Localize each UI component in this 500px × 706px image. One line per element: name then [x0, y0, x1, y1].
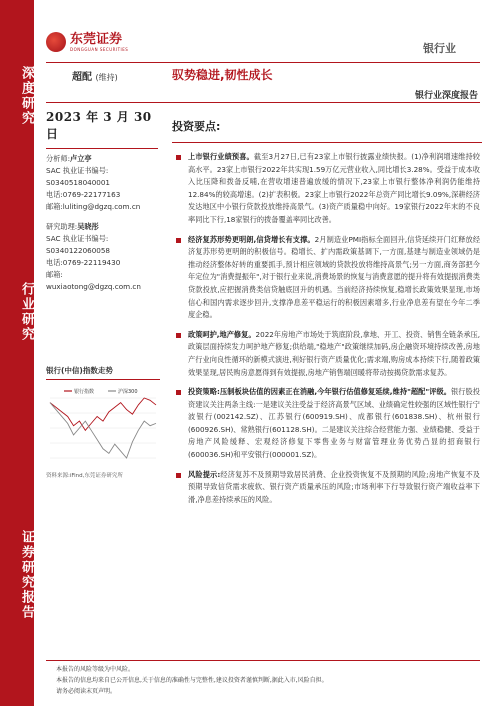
assistant-phone: 电话:0769-22119430 [46, 258, 121, 267]
bullet-property-text: 2022年房地产市场处于筑底阶段,拿地、开工、投资、销售全链条承压,政策层面持续发力呵护地产修复;供给端,"稳地产"政策继续加码,房企融资环境持续改善,房地产行业向良性循环的新模式演进,利好银行资产质量优化;需求端,购房成本持续下行,随着政策效果显现,居民购房意愿得到有效提振,房地产销售端回暖将带动按揭贷款需求复苏。 [188, 329, 481, 377]
analyst-phone: 电话:0769-22177163 [46, 190, 121, 199]
industry-label: 银行业 [423, 42, 456, 55]
assistant-email[interactable]: wuxiaotong@dgzq.com.cn [46, 282, 141, 291]
rating-sub: (维持) [95, 73, 118, 82]
chart-source: 资料来源:iFind,东莞证券研究所 [46, 473, 123, 479]
assistant-cert-number: S0340122060058 [46, 246, 111, 255]
side-label-securities-report: 证券研究报告 [19, 530, 34, 620]
bullet-economy-text: 2月制造业PMI指标全面回升,信贷延续开门红释放经济复苏形势更明朗的积极信号。稳增长、扩内需政策基调下,一方面,基建与制造业领域仍是推动经济整体好转的重要抓手,预计相应领域的贷款投放将维持高景气;另一方面,商务部把今年定位为"消费提振年",对于银行业来说,消费场景的恢复与消费意愿的提升将有效提振消费类贷款投放,应把握消费类信贷触底回升的机遇。当前经济持续恢复,稳增长政策效果显现,市场信心和国内需求逐步回升,支撑净息差平稳运行的积极因素增多,行业净息差有望在今年二季度企稳。 [188, 234, 481, 320]
bullet-risk-text: 经济复苏不及预期导致居民消费、企业投资恢复不及预期的风险;房地产恢复不及预期导致信贷需求疲软、银行资产质量承压的风险;市场利率下行导致银行资产端收益率下滑,净息差持续承压的风险。 [188, 469, 480, 504]
logo-name: 东莞证券 [70, 31, 123, 47]
legend-label-bank: 银行指数 [74, 389, 95, 395]
footer-disclaimer: 本报告的信息均来自已公开信息,关于信息的准确性与完整性,建议投资者谨慎判断,据此入市,风险自担。 [56, 677, 328, 684]
header-divider [46, 62, 480, 63]
key-points-divider [172, 142, 482, 143]
main-content [172, 118, 480, 513]
assistant-block [46, 221, 158, 293]
logo-subtitle: DONGGUAN SECURITIES [70, 46, 129, 52]
bullet-strategy-heading: 投资策略:压制板块估值的因素正在消融,今年银行估值修复延续,维持"超配"评级。 [188, 387, 452, 397]
bullet-strategy-text: 银行股投资建议关注两条主线:一是建议关注受益于经济高景气区域、业绩确定性较强的区域性银行宁波银行(002142.SZ)、江苏银行(600919.SH)、成都银行(601838.SH)、杭州银行(600926.SH)、常熟银行(601128.SH)。二是建议关注综合经营能力强、业绩稳健、受益于房地产风险缓释、宏观经济修复下零售业务与财富管理业务优势凸显的招商银行(600036.SH)和平安银行(000001.SZ)。 [188, 387, 480, 460]
bullet-property [172, 329, 480, 379]
analyst-email[interactable]: 邮箱:luliting@dgzq.com.cn [46, 202, 141, 211]
legend-label-hs300: 沪深300 [118, 389, 138, 395]
footer-divider [46, 660, 480, 661]
bullet-earnings [172, 151, 480, 227]
bullet-economy [172, 234, 480, 322]
bullet-property-heading: 政策呵护,地产修复。 [188, 329, 256, 339]
index-chart-box [46, 365, 160, 479]
bullet-economy-heading: 经济复苏形势更明朗,信贷增长有支撑。 [188, 234, 315, 244]
analyst-role: 分析师: [46, 154, 70, 163]
bullet-strategy [172, 386, 480, 462]
footer [56, 664, 476, 697]
report-title: 驭势稳进,韧性成长 [172, 68, 273, 82]
bullet-risk-heading: 风险提示: [188, 469, 221, 479]
assistant-name: 吴晓彤 [77, 222, 99, 231]
footer-read-notice: 请务必阅读末页声明。 [56, 688, 117, 695]
analyst-block [46, 153, 158, 213]
date-divider [46, 148, 158, 149]
report-date: 2023 年 3 月 30 日 [46, 110, 152, 141]
assistant-cert-label: SAC 执业证书编号: [46, 234, 109, 243]
analyst-cert-number: S0340518040001 [46, 178, 111, 187]
side-label-deep-research: 深度研究 [19, 66, 34, 126]
sidebar [46, 108, 158, 301]
bullet-earnings-heading: 上市银行业绩预喜。 [188, 152, 254, 161]
analyst-cert-label: SAC 执业证书编号: [46, 166, 109, 175]
analyst-name: 卢立亭 [70, 154, 92, 163]
side-label-industry-research: 行业研究 [19, 282, 34, 342]
report-type: 银行业深度报告 [414, 91, 478, 101]
company-logo [46, 32, 128, 52]
assistant-email-label: 邮箱: [46, 270, 63, 279]
key-points-title: 投资要点: [172, 120, 221, 133]
index-chart [46, 384, 160, 464]
title-divider [46, 102, 480, 103]
assistant-role: 研究助理: [46, 222, 78, 231]
rating-main: 超配 [72, 72, 92, 83]
logo-emblem-icon [46, 32, 66, 52]
chart-background [46, 384, 160, 464]
rating [72, 68, 118, 83]
footer-risk-level: 本报告的风险等级为中风险。 [56, 666, 135, 673]
bullet-risk [172, 469, 480, 507]
chart-title: 银行(中信)指数走势 [46, 365, 160, 380]
bullet-earnings-text: 截至3月27日,已有23家上市银行披露业绩快报。(1)净利润增速维持较高水平。23家上市银行2022年共实现1.59万亿元营业收入,同比增长3.28%。受益于成本收入比压降和拨备反哺,在营收增速普遍放缓的情况下,23家上市银行整体净利润仍能维持12.84%的较高增速。(2)扩表积极。23家上市银行2022年总资产同比增长9.09%,深耕经济发达地区中小银行贷款投放维持高景气。(3)资产质量稳中向好。19家银行2022年末的不良率同比下行,18家银行的拨备覆盖率同比改善。 [188, 152, 480, 224]
